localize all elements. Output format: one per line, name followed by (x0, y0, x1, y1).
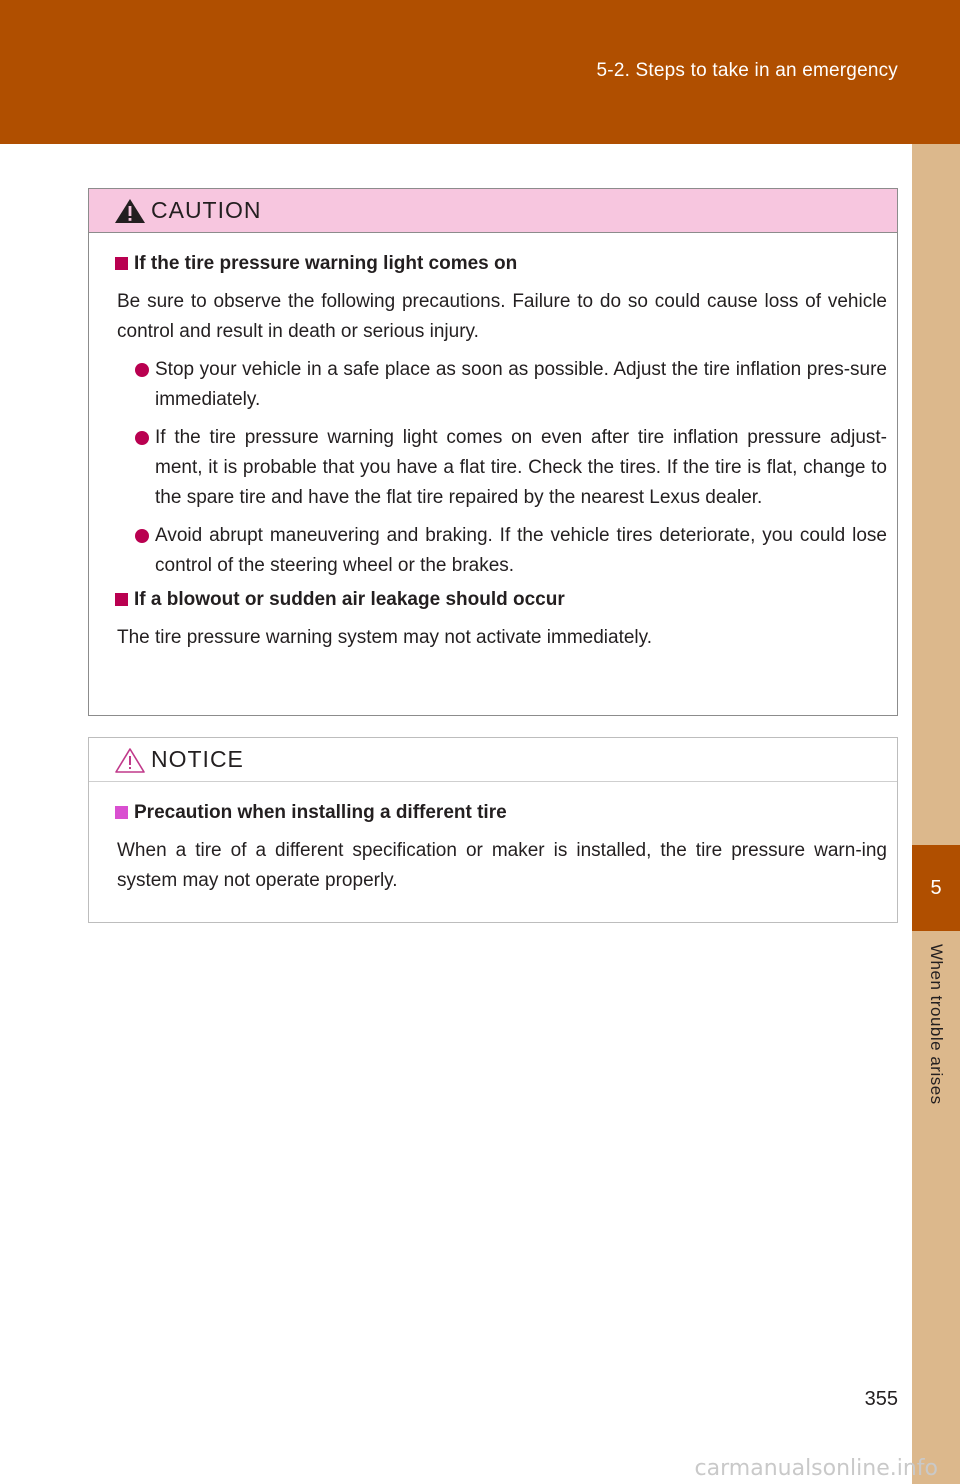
notice-body (89, 782, 897, 896)
notice-heading: Precaution when installing a different tire (115, 802, 887, 824)
caution-body (89, 233, 897, 653)
page-number: 355 (864, 1388, 898, 1410)
side-tab-label: When trouble arises (927, 944, 946, 1105)
list-item: If the tire pressure warning light comes on even after tire inflation pressure adjust-ment, it is probable that you have a flat tire. Check the tires. If the tire is flat, change to the spare tire and have the flat tire repaired by the nearest Lexus dealer. (135, 423, 887, 513)
circle-bullet-icon (135, 363, 149, 377)
notice-header (89, 738, 897, 782)
caution-heading-1: If the tire pressure warning light comes on (115, 253, 887, 275)
circle-bullet-icon (135, 529, 149, 543)
notice-box (88, 737, 898, 923)
caution-header (89, 189, 897, 233)
caution-box (88, 188, 898, 716)
square-bullet-icon (115, 257, 128, 270)
circle-bullet-icon (135, 431, 149, 445)
side-tab (912, 144, 960, 1484)
notice-paragraph: When a tire of a different specification or maker is installed, the tire pressure warn-ing system may not operate properly. (117, 840, 887, 891)
section-title: 5-2. Steps to take in an emergency (596, 60, 898, 81)
caution-heading-2: If a blowout or sudden air leakage should occur (115, 589, 887, 611)
square-bullet-icon (115, 806, 128, 819)
caution-paragraph-2: The tire pressure warning system may not activate immediately. (117, 627, 653, 648)
list-item: Avoid abrupt maneuvering and braking. If the vehicle tires deteriorate, you could lose control of the steering wheel or the brakes. (135, 521, 887, 581)
side-tab-number: 5 (912, 845, 960, 931)
warning-icon (113, 197, 147, 225)
caution-label: CAUTION (151, 197, 262, 223)
square-bullet-icon (115, 593, 128, 606)
notice-label: NOTICE (151, 746, 244, 772)
list-item: Stop your vehicle in a safe place as soon as possible. Adjust the tire inflation pres-sure immediately. (135, 355, 887, 415)
watermark: carmanualsonline.info (694, 1456, 938, 1481)
caution-paragraph-1: Be sure to observe the following precautions. Failure to do so could cause loss of vehicle control and result in death or serious injury. (117, 291, 887, 342)
warning-icon (113, 746, 147, 774)
